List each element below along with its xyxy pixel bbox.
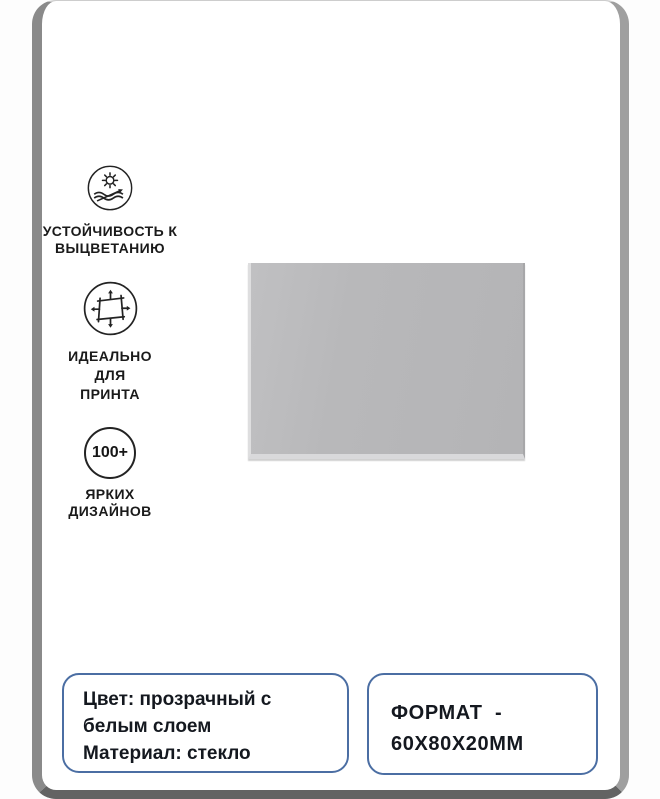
count-badge-text: 100+ (91, 444, 129, 461)
count-badge-icon (84, 427, 136, 479)
format-line: ФОРМАТ - (391, 702, 503, 724)
feature-designs-count (30, 427, 190, 520)
feature-label-line: ДЛЯ (94, 367, 126, 383)
info-box-color-material (62, 673, 349, 773)
sun-fade-icon (87, 165, 133, 216)
color-material-line: Цвет: прозрачный с (83, 689, 272, 710)
color-material-line: белым слоем (83, 716, 212, 737)
feature-ideal-for-print (30, 281, 190, 404)
info-box-format (367, 673, 598, 775)
feature-label-line: УСТОЙЧИВОСТЬ К (42, 223, 178, 239)
feature-fade-resistance (30, 165, 190, 257)
print-scale-icon (83, 281, 138, 341)
format-line: 60X80X20ММ (391, 733, 524, 755)
color-material-line: Материал: стекло (83, 743, 251, 764)
feature-label-line: ИДЕАЛЬНО (68, 348, 152, 364)
feature-label-line: ПРИНТА (80, 386, 140, 402)
product-image-glass-blank (248, 263, 525, 459)
feature-label-line: ЯРКИХ (85, 486, 135, 502)
feature-label-line: ДИЗАЙНОВ (68, 503, 152, 519)
feature-label-line: ВЫЦВЕТАНИЮ (55, 240, 165, 256)
